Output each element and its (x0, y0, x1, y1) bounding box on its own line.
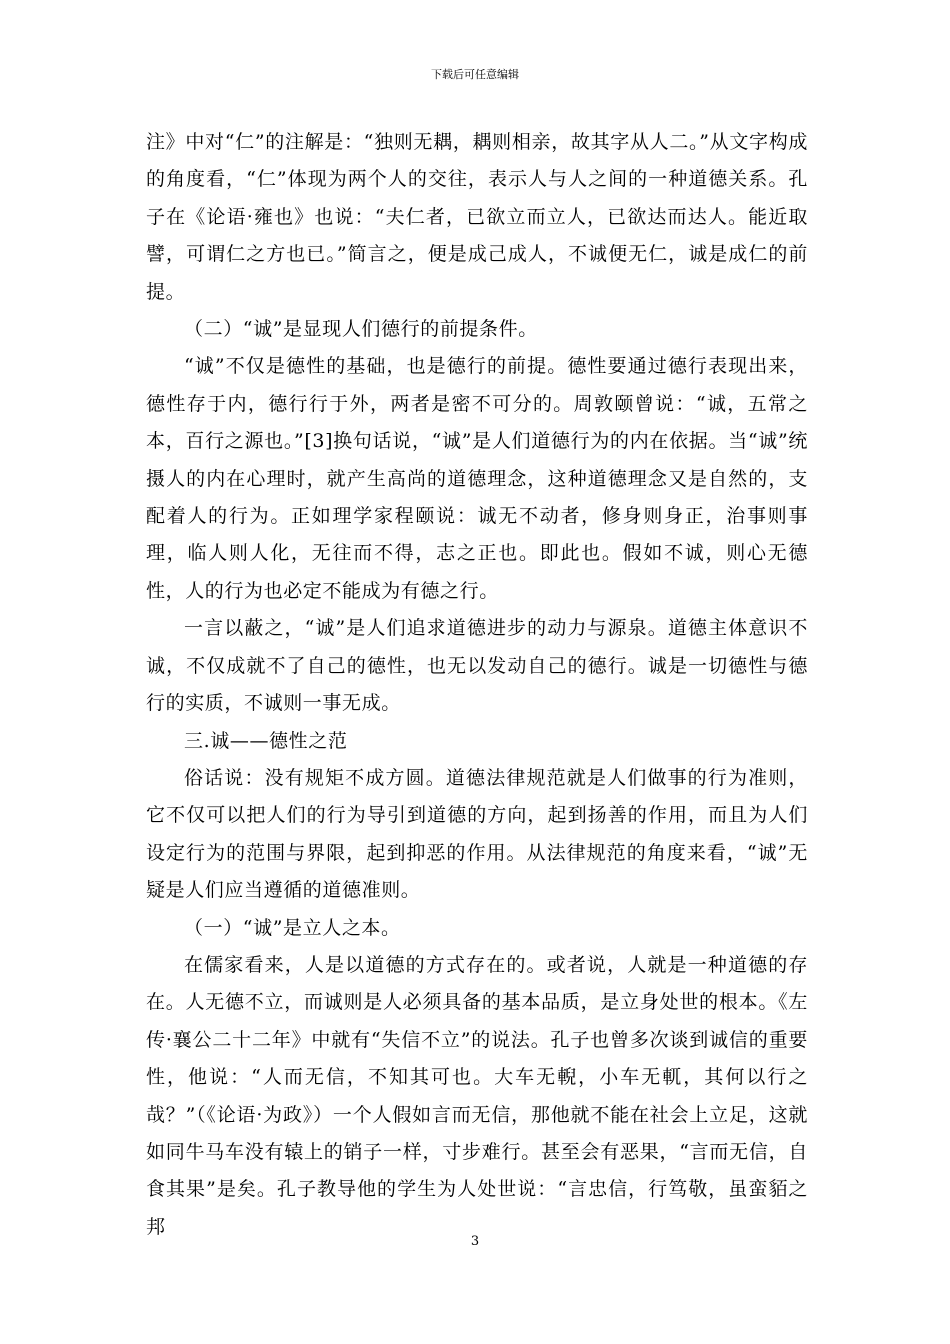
page-header: 下载后可任意编辑 (431, 68, 519, 81)
paragraph-continuation: 注》中对“仁”的注解是：“独则无耦，耦则相亲，故其字从人二。”从文字构成的角度看，“仁”体现为两个人的交往，表示人与人之间的一种道德关系。孔子在《论语·雍也》也说：“夫仁者，已欲立而立人，已欲达而达人。能近取譬，可谓仁之方也已。”简言之，便是成己成人，不诚便无仁，诚是成仁的前提。 (146, 131, 808, 303)
subsection-heading-1: （一）“诚”是立人之本。 (184, 916, 401, 939)
section-heading-3: 三.诚——德性之范 (184, 729, 348, 752)
page-number: 3 (470, 1234, 480, 1249)
paragraph: 在儒家看来，人是以道德的方式存在的。或者说，人就是一种道德的存在。人无德不立，而诚则是人必须具备的基本品质，是立身处世的根本。《左传·襄公二十二年》中就有“失信不立”的说法。孔子也曾多次谈到诚信的重要性，他说：“人而无信，不知其可也。大车无輗，小车无軏，其何以行之哉？”（《论语·为政》）一个人假如言而无信，那他就不能在社会上立足，这就如同牛马车没有辕上的销子一样，寸步难行。甚至会有恶果，“言而无信，自食其果”是矣。孔子教导他的学生为人处世说：“言忠信，行笃敬，虽蛮貊之邦 (146, 953, 808, 1238)
paragraph: “诚”不仅是德性的基础，也是德行的前提。德性要通过德行表现出来，德性存于内，德行行于外，两者是密不可分的。周敦颐曾说：“诚，五常之本，百行之源也。”[3]换句话说，“诚”是人们道德行为的内在依据。当“诚”统摄人的内在心理时，就产生高尚的道德理念，这种道德理念又是自然的，支配着人的行为。正如理学家程颐说：诚无不动者，修身则身正，治事则事理，临人则人化，无往而不得，志之正也。即此也。假如不诚，则心无德性，人的行为也必定不能成为有德之行。 (146, 355, 808, 602)
subsection-heading-2: （二）“诚”是显现人们德行的前提条件。 (184, 318, 538, 341)
paragraph: 俗话说：没有规矩不成方圆。道德法律规范就是人们做事的行为准则，它不仅可以把人们的行为导引到道德的方向，起到扬善的作用，而且为人们设定行为的范围与界限，起到抑恶的作用。从法律规范的角度来看，“诚”无疑是人们应当遵循的道德准则。 (146, 766, 808, 902)
paragraph: 一言以蔽之，“诚”是人们追求道德进步的动力与源泉。道德主体意识不诚，不仅成就不了自己的德性，也无以发动自己的德行。诚是一切德性与德行的实质，不诚则一事无成。 (146, 617, 808, 715)
document-body (146, 124, 808, 1246)
